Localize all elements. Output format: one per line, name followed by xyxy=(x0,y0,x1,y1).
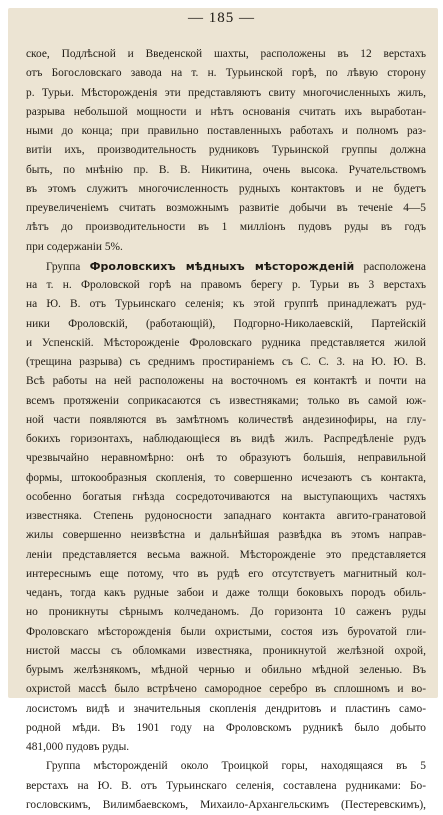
text-line: ной части появляются въ замѣтномъ количествѣ андезинофиры, на глу- xyxy=(26,413,426,426)
text-line: р. Турьи. Мѣсторожденія эти представляютъ свиту многочисленныхъ жилъ, xyxy=(26,86,426,99)
line-text: Группа xyxy=(46,260,90,273)
text-line: на Ю. В. отъ Турьинскаго селенія; къ этой группѣ принадлежатъ руд- xyxy=(26,298,426,311)
text-line: чрезвычайно неравномѣрно: онѣ то образуютъ большія, неправильной xyxy=(26,452,426,465)
text-line: разрыва небольшой мощности и нѣтъ основанія считать ихъ выработан- xyxy=(26,105,426,118)
text-line: бурымъ желѣзнякомъ, мѣдной чернью и обильно мѣдной зеленью. Въ xyxy=(26,664,426,676)
text-line: чеданъ, тогда какъ рудные забои и даже толщи боковыхъ породъ обиль- xyxy=(26,587,426,599)
text-line: лѣтъ до производительности въ 1 милліонъ пудовъ руды въ годъ xyxy=(26,221,426,234)
line-text: расположена xyxy=(354,260,426,273)
text-line: ники Фроловскій, (работающій), Подгорно-Николаевскій, Партейскій xyxy=(26,317,426,330)
text-line xyxy=(26,257,426,276)
text-line: бокихъ горизонтахъ, наблюдающіеся въ видѣ жилъ. Распредѣленіе рудъ xyxy=(26,433,426,445)
text-line: интереснымъ еще потому, что въ рудѣ его отсутствуетъ магнитный кол- xyxy=(26,567,426,580)
text-line: ское, Подлѣсной и Введенской шахты, расположены въ 12 верстахъ xyxy=(26,48,426,60)
text-line: родной мѣди. Въ 1901 году на Фроловскомъ рудникѣ было добыто xyxy=(26,721,426,734)
text-line: отъ Богословскаго завода на т. н. Турьинской горѣ, по лѣвую сторону xyxy=(26,67,426,80)
text-line: (трещина разрыва) съ среднимъ простираніемъ съ С. С. З. на Ю. Ю. В. xyxy=(26,356,426,368)
page-number: — 185 — xyxy=(188,10,255,26)
text-line: леніи представляется весьма важной. Мѣсторожденіе это представляется xyxy=(26,548,426,561)
text-line: витіи ихъ, производительность рудниковъ Турьинской группы должна xyxy=(26,144,426,157)
text-line: формы, штокообразныя скопленія, то совершенно исчезаютъ съ контакта, xyxy=(26,471,426,484)
text-line: Группа мѣсторожденій около Троицкой горы, находящаяся въ 5 xyxy=(46,760,426,773)
text-line: особенно богатыя гнѣзда сосредоточиваются на выступающихъ частяхъ xyxy=(26,490,426,503)
text-line: ными до конца; при правильно поставленныхъ работахъ и полномъ раз- xyxy=(26,125,426,137)
text-line: гословскимъ, Вилимбаевскомъ, Михаило-Архангельскимъ (Пестеревскимъ), xyxy=(26,798,426,811)
text-line: верстахъ на Ю. В. отъ Турьинскаго селенія, составлена рудниками: Бо- xyxy=(26,779,426,792)
text-line: и Успенскій. Мѣсторожденіе Фроловскаго рудника представляется жилой xyxy=(26,336,426,349)
text-line: на т. н. Фроловской горѣ на правомъ берегу р. Турьи въ 3 верстахъ xyxy=(26,279,426,291)
text-line: всемъ протяженіи соприкасаются съ известняками; только въ самой юж- xyxy=(26,394,426,407)
text-line: при содержаніи 5%. xyxy=(26,240,123,253)
text-line: 481,000 пудовъ руды. xyxy=(26,741,130,753)
text-line: охристой массѣ было встрѣчено самородное серебро въ сплошномъ и во- xyxy=(26,683,426,696)
text-line: Всѣ работы на ней расположены на восточномъ ея контактѣ и почти на xyxy=(26,375,426,388)
text-line: нистой массы съ обломками известняка, проникнутой желѣзной охрой, xyxy=(26,644,426,657)
text-line: жилы совершенно неизвѣстна и дальнѣйшая развѣдка въ этомъ направ- xyxy=(26,529,426,542)
text-line: быть, по мнѣнію пр. В. В. Никитина, очень высока. Ручательствомъ xyxy=(26,163,426,176)
text-line: Фроловскаго мѣсторожденія были охристыми, состоя изъ бурovатой гли- xyxy=(26,625,426,638)
text-line: но проникнуты сѣрнымъ колчеданомъ. До горизонта 10 саженъ руды xyxy=(26,606,426,619)
highlighted-heading: Фроловскихъ мѣдныхъ мѣсторожденій xyxy=(89,259,355,273)
text-line: лосистомъ видѣ и значительныя скопленія дендритовъ и пластинъ само- xyxy=(26,702,426,715)
text-line: преувеличеніемъ считать возможнымъ развитіе добычи въ теченіе 4—5 xyxy=(26,202,426,214)
text-line: известняка. Степень рудоносности западнаго контакта авгито-гранатовой xyxy=(26,510,426,522)
text-line: въ этомъ служитъ многочисленность рудныхъ контактовъ и не будетъ xyxy=(26,182,426,195)
